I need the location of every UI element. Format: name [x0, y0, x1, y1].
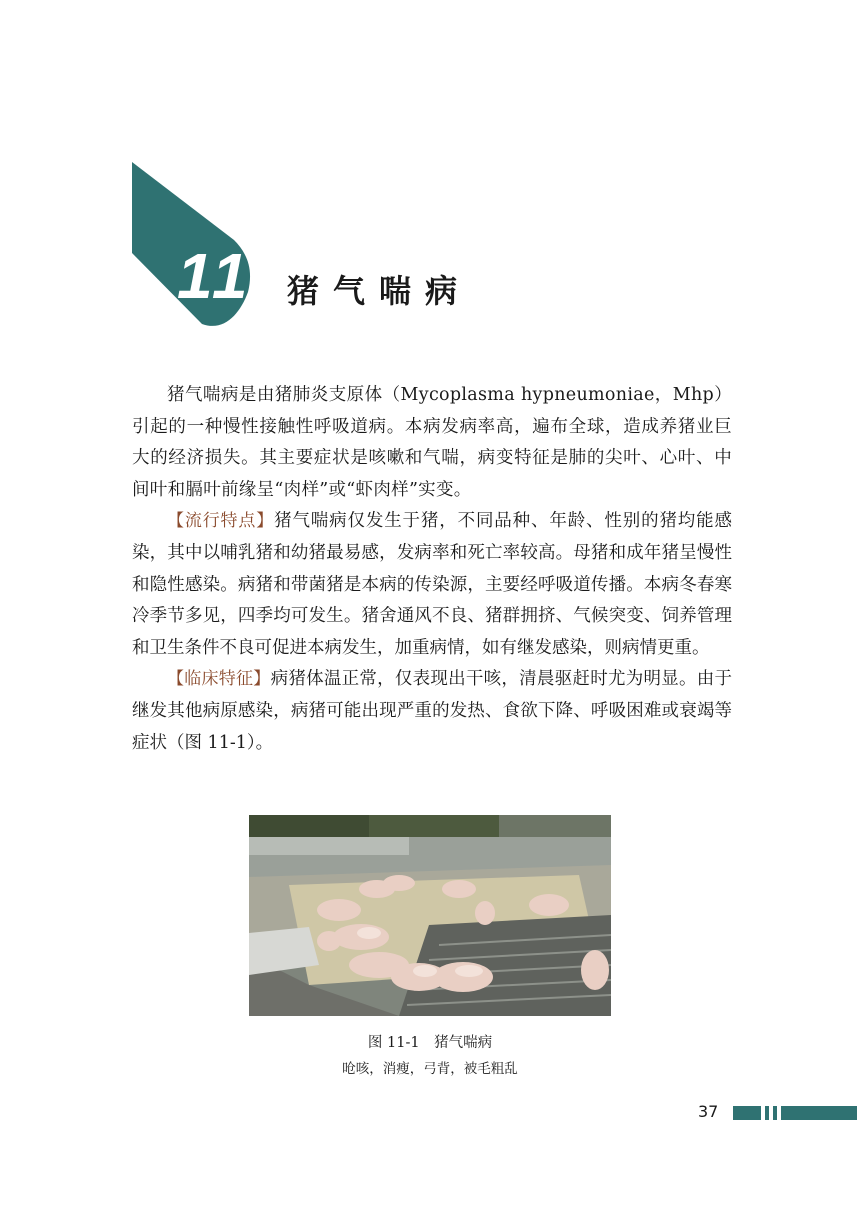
figure-subcaption: 呛咳，消瘦，弓背，被毛粗乱 [342, 1061, 518, 1077]
page-bar-decoration [733, 1106, 857, 1120]
paragraph-clinical [132, 664, 732, 759]
section-label-clinical: 【临床特征】 [167, 669, 271, 690]
page-number: 37 [698, 1102, 719, 1121]
chapter-title: 猪气喘病 [287, 272, 472, 310]
paragraph-text: 猪气喘病仅发生于猪，不同品种、年龄、性别的猪均能感染，其中以哺乳猪和幼猪最易感，发病率和死亡率较高。母猪和成年猪呈慢性和隐性感染。病猪和带菌猪是本病的传染源，主要经呼吸道传播。本病冬春寒冷季节多见，四季均可发生。猪舍通风不良、猪群拥挤、气候突变、饲养管理和卫生条件不良可促进本病发生，加重病情，如有继发感染，则病情更重。 [132, 511, 733, 658]
paragraph-intro [132, 380, 732, 506]
section-label-epidemiology: 【流行特点】 [167, 511, 275, 532]
chapter-number: 11 [177, 240, 252, 312]
paragraph-epidemiology [132, 506, 732, 664]
figure-caption: 图 11-1 猪气喘病 [367, 1035, 493, 1051]
body-text [132, 380, 732, 759]
paragraph-text: 猪气喘病是由猪肺炎支原体（Mycoplasma hypneumoniae，Mhp）引起的一种慢性接触性呼吸道病。本病发病率高，遍布全球，造成养猪业巨大的经济损失。其主要症状是咳嗽和气喘，病变特征是肺的尖叶、心叶、中间叶和膈叶前缘呈“肉样”或“虾肉样”实变。 [132, 385, 732, 500]
figure-photo-pigs [249, 815, 611, 1016]
paragraph-text: 病猪体温正常，仅表现出干咳，清晨驱赶时尤为明显。由于继发其他病原感染，病猪可能出现严重的发热、食欲下降、呼吸困难或衰竭等症状（图 11-1）。 [132, 669, 733, 753]
